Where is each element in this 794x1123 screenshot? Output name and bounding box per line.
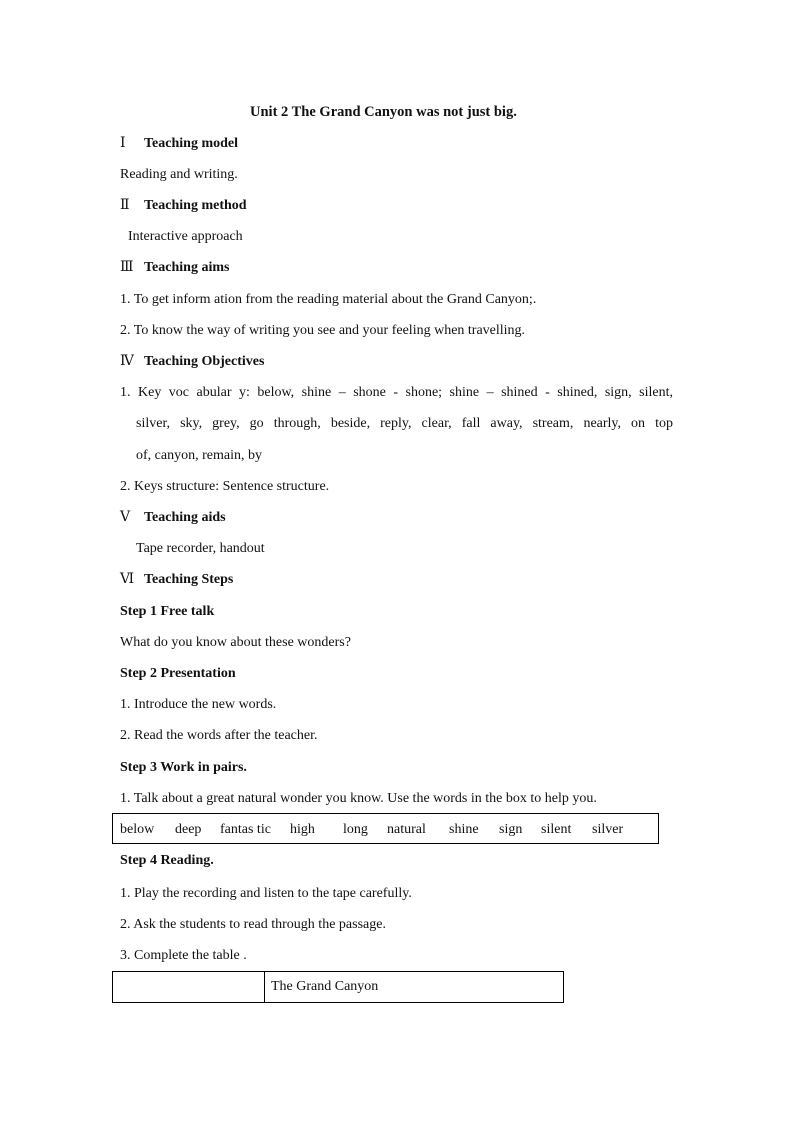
heading-text: Teaching Objectives: [144, 354, 265, 369]
section-heading-steps: [120, 571, 233, 589]
step4-item: 3. Complete the table .: [120, 948, 247, 963]
step1-heading: Step 1 Free talk: [120, 604, 215, 619]
roman-numeral: Ⅰ: [120, 136, 126, 151]
table-cell: The Grand Canyon: [265, 972, 564, 1003]
section-heading-objectives: [120, 353, 264, 371]
roman-numeral: Ⅳ: [120, 354, 134, 369]
heading-text: Teaching model: [144, 136, 238, 151]
step4-item: 1. Play the recording and listen to the tape carefully.: [120, 886, 412, 901]
step2-item: 1. Introduce the new words.: [120, 697, 277, 712]
step4-heading: Step 4 Reading.: [120, 853, 214, 868]
structure-text: 2. Keys structure: Sentence structure.: [120, 479, 330, 494]
box-word: long: [343, 822, 368, 837]
box-word: natural: [387, 822, 426, 837]
box-word: deep: [175, 822, 202, 837]
page-title: Unit 2 The Grand Canyon was not just big.: [250, 104, 517, 120]
box-word: silent: [541, 822, 572, 837]
section-heading-model: [120, 135, 238, 153]
section-heading-aids: [120, 509, 226, 527]
complete-table: [112, 971, 564, 1003]
table-cell: [113, 972, 265, 1003]
box-word: sign: [499, 822, 523, 837]
step2-heading: Step 2 Presentation: [120, 666, 236, 681]
roman-numeral: Ⅲ: [120, 260, 134, 275]
step2-item: 2. Read the words after the teacher.: [120, 728, 318, 743]
method-text: Interactive approach: [128, 229, 243, 244]
step1-text: What do you know about these wonders?: [120, 635, 351, 650]
roman-numeral: Ⅱ: [120, 198, 130, 213]
heading-text: Teaching aims: [144, 260, 230, 275]
step3-text: 1. Talk about a great natural wonder you know. Use the words in the box to help you.: [120, 791, 597, 806]
section-heading-method: [120, 197, 247, 215]
aims-item: 2. To know the way of writing you see and your feeling when travelling.: [120, 323, 526, 338]
roman-numeral: Ⅴ: [120, 510, 131, 525]
table-row: [113, 972, 564, 1003]
step4-item: 2. Ask the students to read through the passage.: [120, 917, 386, 932]
box-word: silver: [592, 822, 624, 837]
vocab-line: silver, sky, grey, go through, beside, reply, clear, fall away, stream, nearly, on top: [136, 416, 673, 431]
vocab-line: 1. Key voc abular y: below, shine – shone - shone; shine – shined - shined, sign, silent,: [120, 385, 673, 400]
roman-numeral: Ⅵ: [120, 572, 135, 587]
model-text: Reading and writing.: [120, 167, 238, 182]
step3-heading: Step 3 Work in pairs.: [120, 760, 247, 775]
box-word: high: [290, 822, 315, 837]
aids-text: Tape recorder, handout: [136, 541, 265, 556]
aims-item: 1. To get inform ation from the reading material about the Grand Canyon;.: [120, 292, 537, 307]
heading-text: Teaching aids: [144, 510, 226, 525]
section-heading-aims: [120, 259, 229, 277]
box-word: shine: [449, 822, 479, 837]
box-word: fantas tic: [220, 822, 271, 837]
box-word: below: [120, 822, 155, 837]
heading-text: Teaching method: [144, 198, 247, 213]
vocab-line: of, canyon, remain, by: [136, 448, 262, 463]
word-box: [112, 813, 659, 844]
heading-text: Teaching Steps: [144, 572, 234, 587]
